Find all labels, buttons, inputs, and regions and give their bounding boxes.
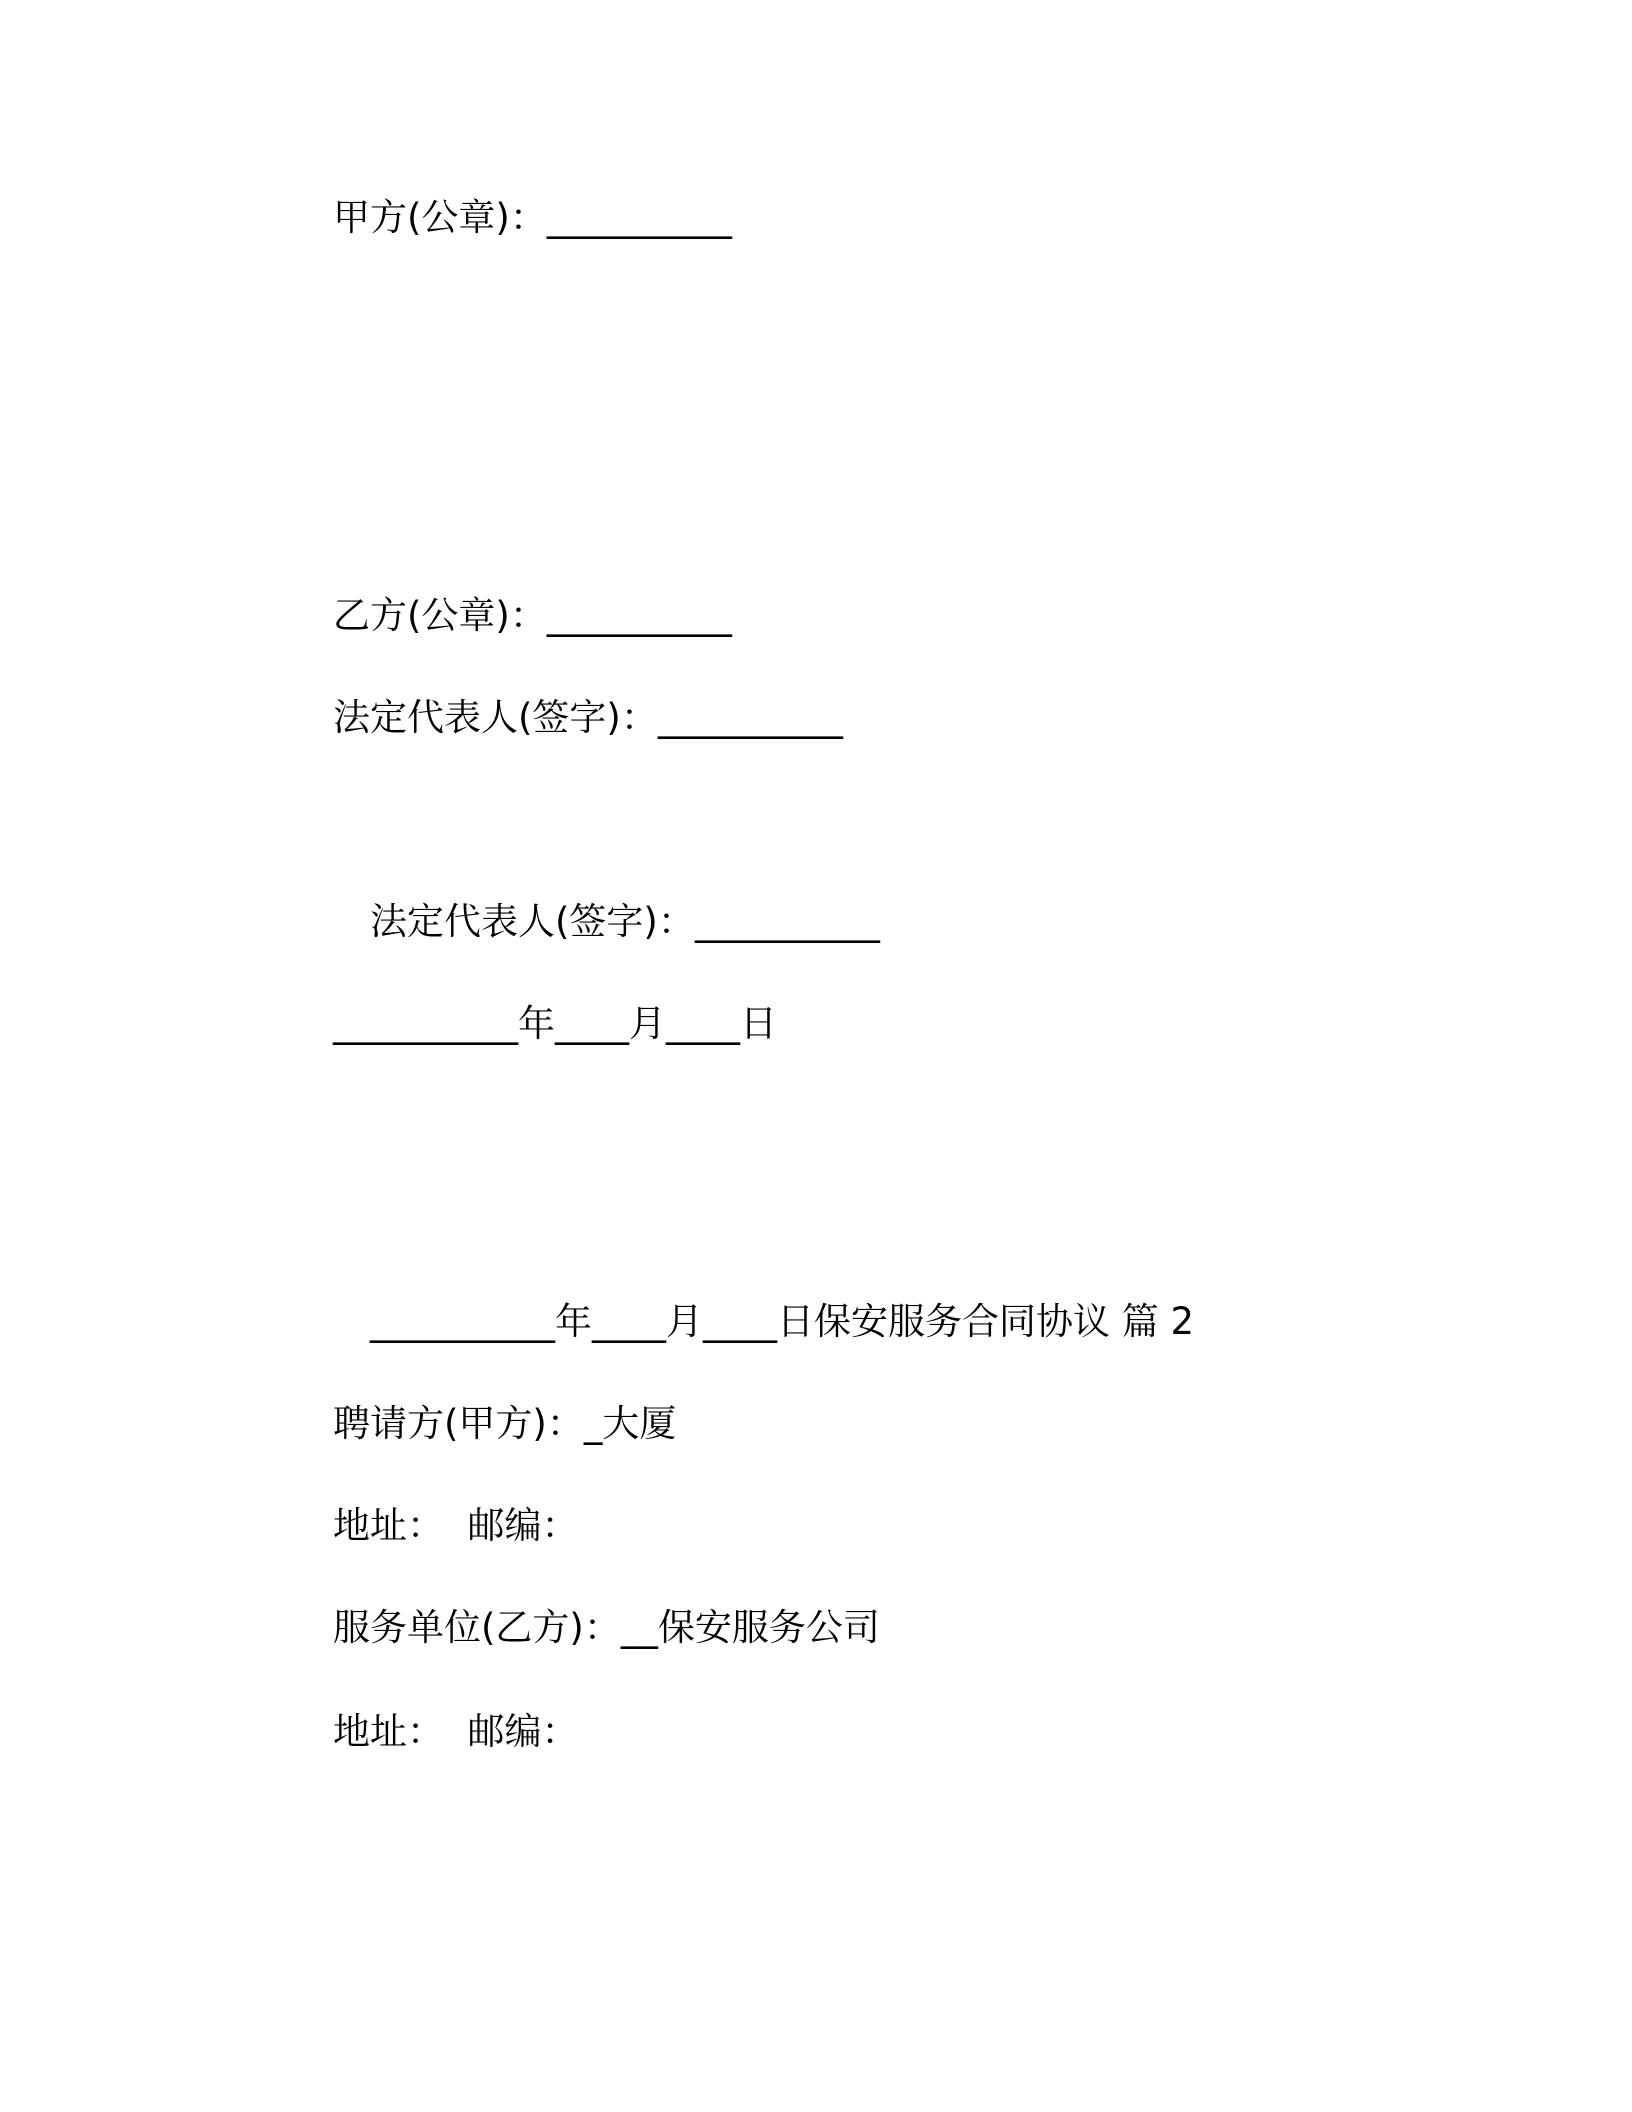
address-postcode-line: 地址： 邮编： xyxy=(333,1504,579,1547)
date-line: __________年____月____日 xyxy=(333,1002,777,1045)
address-postcode-line-2: 地址： 邮编： xyxy=(333,1710,579,1753)
party-a-seal-line: 甲方(公章)：__________ xyxy=(333,196,732,239)
legal-representative-signature-line: 法定代表人(签字)：__________ xyxy=(333,696,843,739)
legal-representative-signature-line-2: 法定代表人(签字)：__________ xyxy=(370,900,880,943)
hiring-party-line: 聘请方(甲方)：_大厦 xyxy=(333,1402,677,1445)
party-b-seal-line: 乙方(公章)：__________ xyxy=(333,594,732,637)
service-unit-line: 服务单位(乙方)：__保安服务公司 xyxy=(333,1606,880,1649)
contract-section-heading: __________年____月____日保安服务合同协议 篇 2 xyxy=(370,1300,1195,1343)
